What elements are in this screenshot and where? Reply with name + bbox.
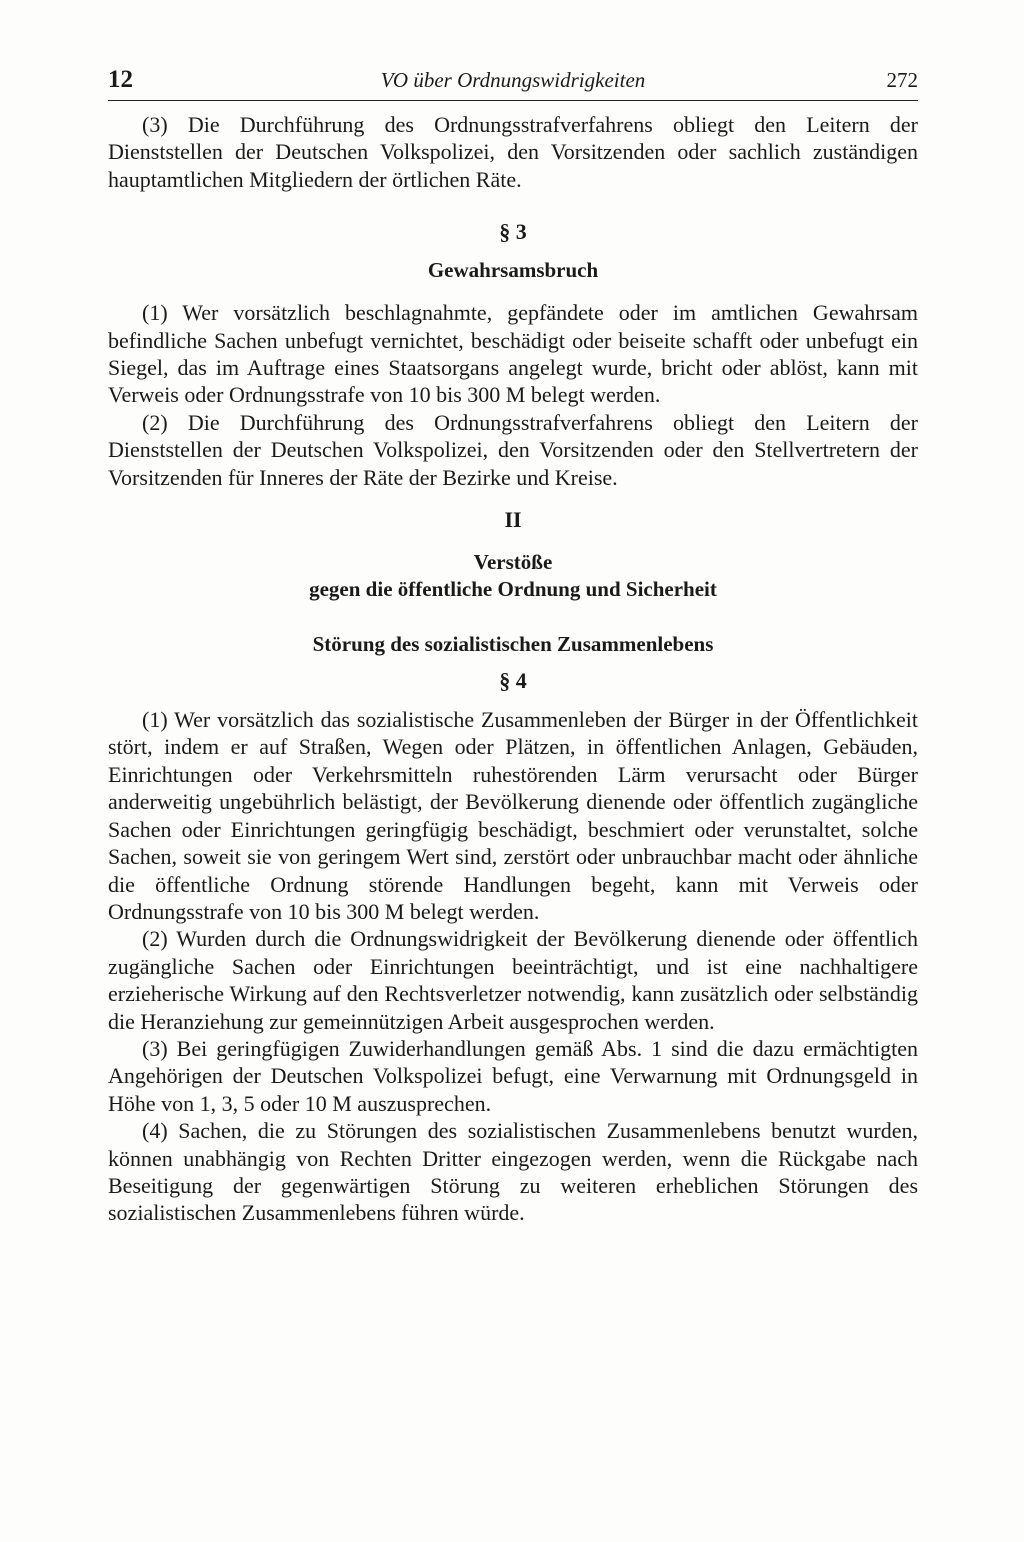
running-title: VO über Ordnungswidrigkeiten <box>380 68 646 92</box>
running-header <box>108 64 918 101</box>
paragraph: (2) Die Durchführung des Ordnungsstrafverfahrens obliegt den Leitern der Dienststellen der Deutschen Volkspolizei, den Vorsitzenden oder den Stellvertretern der Vorsitzenden für Inneres der Räte der Bezirke und Kreise. <box>108 409 918 490</box>
section-sign: § 3 <box>499 219 527 245</box>
part-numeral: II <box>504 507 522 533</box>
paragraph: (1) Wer vorsätzlich das sozialistische Zusammenleben der Bürger in der Öffentlichkeit stört, indem er auf Straßen, Wegen oder Plätzen, in öffentlichen Anlagen, Gebäuden, Einrichtungen oder Verkehrsmitteln ruhestörenden Lärm verursacht oder Bürger anderweitig ungebührlich belästigt, der Bevölkerung dienende oder öffentlich zugängliche Sachen oder Einrichtungen geringfügig beschädigt, beschmiert oder verunstaltet, solche Sachen, soweit sie von geringem Wert sind, zerstört oder unbrauchbar macht oder ähnliche die öffentliche Ordnung störende Handlungen begeht, kann mit Verweis oder Ordnungsstrafe von 10 bis 300 M belegt werden. <box>108 707 918 924</box>
part-heading-line-2: gegen die öffentliche Ordnung und Sicherheit <box>309 577 717 602</box>
paragraph: (1) Wer vorsätzlich beschlagnahmte, gepfändete oder im amtlichen Gewahrsam befindliche Sachen unbefugt vernichtet, beschädigt oder beiseite schafft oder unbefugt ein Siegel, das im Auftrage eines Staatsorgans angelegt wurde, bricht oder ablöst, kann mit Verweis oder Ordnungsstrafe von 10 bis 300 M belegt werden. <box>108 300 918 408</box>
chapter-number: 12 <box>108 66 133 93</box>
subsection-heading: Störung des sozialistischen Zusammenlebens <box>312 632 714 657</box>
paragraph: (3) Die Durchführung des Ordnungsstrafverfahrens obliegt den Leitern der Dienststellen der Deutschen Volkspolizei, den Vorsitzenden oder sachlich zuständigen hauptamtlichen Mitgliedern der örtlichen Räte. <box>108 112 918 192</box>
paragraph: (2) Wurden durch die Ordnungswidrigkeit der Bevölkerung dienende oder öffentlich zugängliche Sachen oder Einrichtungen beeinträchtigt, und ist eine nachhaltigere erzieherische Wirkung auf den Rechtsverletzer notwendig, kann zusätzlich oder selbständig die Heranziehung zur gemeinnützigen Arbeit ausgesprochen werden. <box>108 926 918 1034</box>
paragraph: (4) Sachen, die zu Störungen des sozialistischen Zusammenlebens benutzt wurden, können unabhängig von Rechten Dritter eingezogen werden, wenn die Rückgabe nach Beseitigung der gegenwärtigen Störung zu weiteren erheblichen Störungen des sozialistischen Zusammenlebens führen würde. <box>108 1118 918 1226</box>
paragraph: (3) Bei geringfügigen Zuwiderhandlungen gemäß Abs. 1 sind die dazu ermächtigten Angehörigen der Deutschen Volkspolizei befugt, eine Verwarnung mit Ordnungsgeld in Höhe von 1, 3, 5 oder 10 M auszusprechen. <box>108 1035 918 1116</box>
section-sign: § 4 <box>499 668 527 694</box>
document-body <box>108 111 918 1227</box>
document-page <box>108 64 918 1227</box>
part-heading-line-1: Verstöße <box>473 550 553 575</box>
page-number: 272 <box>886 68 918 92</box>
section-heading: Gewahrsamsbruch <box>427 258 599 283</box>
